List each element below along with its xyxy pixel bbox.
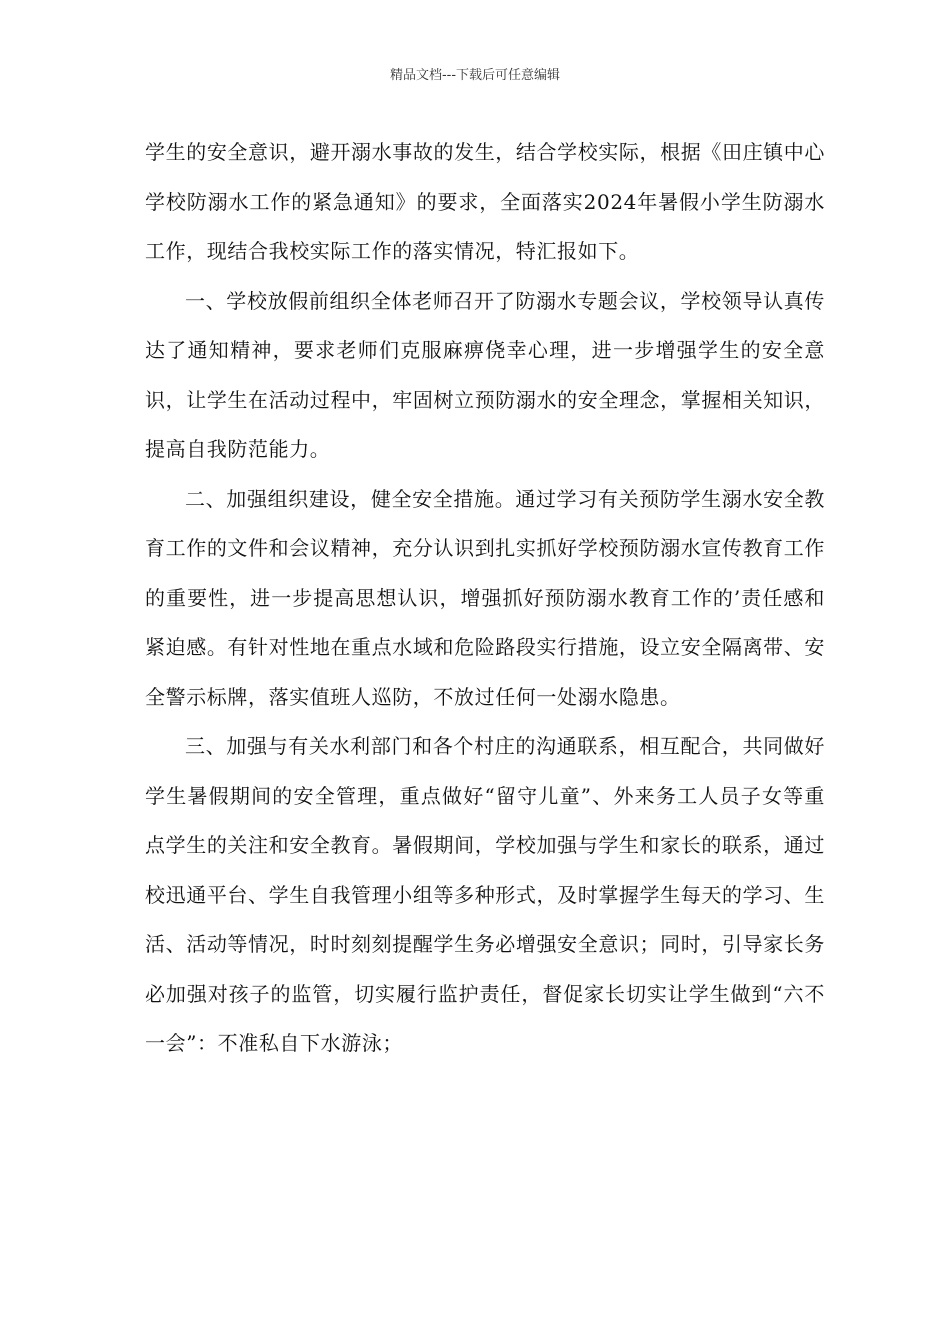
paragraph-section-3: 三、加强与有关水利部门和各个村庄的沟通联系，相互配合，共同做好学生暑假期间的安全管理，重点做好“留守儿童”、外来务工人员子女等重点学生的关注和安全教育。暑假期间，学校加强与学生和家长的联系，通过校迅通平台、学生自我管理小组等多种形式，及时掌握学生每天的学习、生活、活动等情况，时时刻刻提醒学生务必增强安全意识；同时，引导家长务必加强对孩子的监管，切实履行监护责任，督促家长切实让学生做到“六不一会”：不准私自下水游泳； [145,734,825,1055]
paragraph-intro: 学生的安全意识，避开溺水事故的发生，结合学校实际，根据《田庄镇中心学校防溺水工作的紧急通知》的要求，全面落实2024年暑假小学生防溺水工作，现结合我校实际工作的落实情况，特汇报如下。 [145,140,825,263]
page-header: 精品文档---下载后可任意编辑 [389,68,561,83]
paragraph-section-1: 一、学校放假前组织全体老师召开了防溺水专题会议，学校领导认真传达了通知精神，要求老师们克服麻痹侥幸心理，进一步增强学生的安全意识，让学生在活动过程中，牢固树立预防溺水的安全理念，掌握相关知识，提高自我防范能力。 [145,288,825,461]
paragraph-section-2: 二、加强组织建设，健全安全措施。通过学习有关预防学生溺水安全教育工作的文件和会议精神，充分认识到扎实抓好学校预防溺水宣传教育工作的重要性，进一步提高思想认识，增强抓好预防溺水教育工作的’责任感和紧迫感。有针对性地在重点水域和危险路段实行措施，设立安全隔离带、安全警示标牌，落实值班人巡防，不放过任何一处溺水隐患。 [145,486,825,709]
document-body [145,128,825,1069]
